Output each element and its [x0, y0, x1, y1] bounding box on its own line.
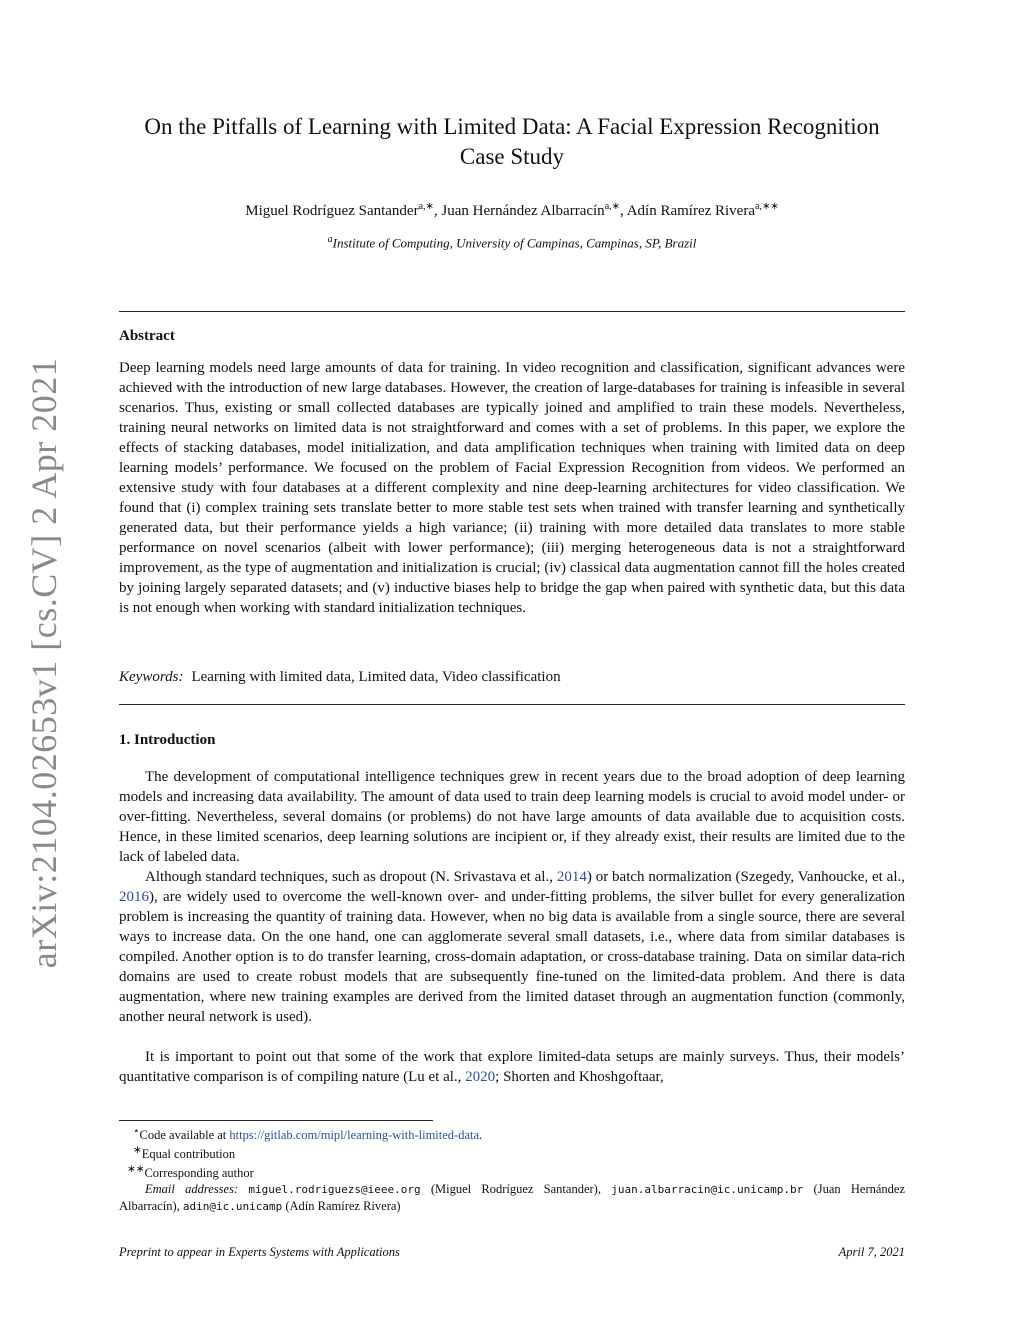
footnote-corresponding [119, 1162, 905, 1181]
keywords [119, 669, 905, 686]
author-sup: a,∗∗ [755, 201, 779, 212]
footnotes [119, 1124, 905, 1215]
footer-date: April 7, 2021 [838, 1245, 905, 1259]
intro-p2-text-c: ), are widely used to overcome the well-known over- and under-fitting problems, the silver bullet for every generalization problem is increasing the quantity of training data. However, when no big data is available from a single source, there are several ways to increase data. On the one hand, one can agglomerate several small datasets, i.e., where data from similar databases is compiled. Another option is to do transfer learning, cross-domain adaptation, or cross-database training. Data on similar data-rich domains are used to create robust models that are subsequently fine-tuned on the limited-data problem. And there is data augmentation, where new training examples are derived from the limited dataset through an augmentation function (commonly, another neural network is used). [119, 889, 905, 1025]
top-divider [119, 311, 905, 312]
intro-paragraph-2 [119, 867, 905, 1027]
footnote-divider [119, 1120, 433, 1121]
intro-paragraph-3 [119, 1047, 905, 1087]
intro-p3-text-a: It is important to point out that some of the work that explore limited-data setups are mainly surveys. Thus, their models’ quantitative comparison is of compiling nature (Lu et al., [119, 1049, 905, 1085]
author-name: Juan Hernández Albarracín [441, 203, 605, 219]
author-sup: a,∗ [418, 201, 434, 212]
email-address[interactable]: juan.albarracin@ic.unicamp.br [611, 1183, 804, 1197]
abstract-heading: Abstract [119, 328, 175, 344]
footnote-emails [119, 1181, 905, 1215]
citation-link[interactable]: 2014 [556, 869, 587, 885]
email-address[interactable]: miguel.rodriguezs@ieee.org [248, 1183, 421, 1197]
affiliation-text: Institute of Computing, University of Campinas, Campinas, SP, Brazil [332, 235, 697, 251]
affiliation-sup: a [327, 234, 333, 245]
bottom-divider [119, 704, 905, 705]
keywords-text: Learning with limited data, Limited data, Video classification [191, 669, 561, 685]
intro-p2-text-b: ) or batch normalization (Szegedy, Vanhoucke, et al., [586, 869, 905, 885]
footnote-text: Corresponding author [144, 1166, 254, 1181]
author-name: Adín Ramírez Rivera [626, 203, 755, 219]
introduction-heading: 1. Introduction [119, 732, 216, 748]
email-owner: (Juan Hernández Albarracín), [119, 1182, 906, 1214]
footnote-equal [119, 1143, 905, 1162]
footnote-punct: . [479, 1128, 483, 1143]
footnote-text: Code available at [139, 1128, 230, 1143]
abstract-text: Deep learning models need large amounts of data for training. In video recognition and classification, significant advances were achieved with the introduction of new large databases. However, the creation of large-databases for training is infeasible in several scenarios. Thus, existing or small collected databases are typically joined and amplified to train these models. Nevertheless, training neural networks on limited data is not straightforward and comes with a set of problems. In this paper, we explore the effects of stacking databases, model initialization, and data amplification techniques when training with limited data on deep learning models’ performance. We focused on the problem of Facial Expression Recognition from videos. We performed an extensive study with four databases at a different complexity and nine deep-learning architectures for video classification. We found that (i) complex training sets translate better to more stable test sets when trained with transfer learning and synthetically generated data, but their performance yields a high variance; (ii) training with more detailed data translates to more stable performance on novel scenarios (albeit with lower performance); (iii) merging heterogeneous data is not a straightforward improvement, as the type of augmentation and initialization is crucial; (iv) classical data augmentation cannot fill the holes created by joining largely separated datasets; and (v) inductive biases help to bridge the gap when paired with synthetic data, but this data is not enough when working with standard initialization techniques. [119, 360, 905, 616]
keywords-label: Keywords: [119, 669, 184, 685]
arxiv-stamp-text: arXiv:2104.02653v1 [cs.CV] 2 Apr 2021 [24, 357, 64, 969]
footnote-mark: ∗ [133, 1145, 142, 1157]
footnote-text: Equal contribution [141, 1147, 236, 1162]
author-name: Miguel Rodríguez Santander [245, 203, 419, 219]
footnote-mark: ⋆ [133, 1126, 140, 1137]
citation-link[interactable]: 2020 [465, 1069, 496, 1085]
intro-p2-text-a: Although standard techniques, such as dropout (N. Srivastava et al., [145, 869, 557, 885]
email-label: Email addresses: [145, 1182, 239, 1197]
code-repository-link[interactable]: https://gitlab.com/mipl/learning-with-limited-data [229, 1128, 480, 1143]
paper-title: On the Pitfalls of Learning with Limited Data: A Facial Expression Recognition Case Study [144, 114, 880, 169]
footnote-code [119, 1124, 905, 1143]
affiliation [120, 234, 904, 251]
intro-p3-text-b: ; Shorten and Khoshgoftaar, [495, 1069, 664, 1085]
email-address[interactable]: adin@ic.unicamp [182, 1200, 283, 1214]
footnote-mark: ∗∗ [127, 1164, 145, 1176]
email-owner: (Adín Ramírez Rivera) [282, 1199, 401, 1214]
citation-link[interactable]: 2016 [119, 889, 149, 905]
email-owner: (Miguel Rodríguez Santander), [420, 1182, 612, 1197]
author-sup: a,∗ [604, 201, 621, 212]
author-list: Miguel Rodríguez Santander$^{a,∗}$, Juan Hernández Albarracín$^{a,∗}$, Adín Ramírez Rivera$^{a,∗∗}$ [245, 201, 779, 219]
intro-paragraph-1: The development of computational intelligence techniques grew in recent years due to the broad adoption of deep learning models and increasing data availability. The amount of data used to train deep learning models is crucial to avoid model under- or over-fitting. Nevertheless, several domains (or problems) do not have large amounts of data available due to acquisition costs. Hence, in these limited scenarios, deep learning solutions are incipient or, if they already exist, their results are limited due to the lack of labeled data. [119, 769, 905, 865]
footer-preprint-note: Preprint to appear in Experts Systems with Applications [119, 1245, 400, 1259]
